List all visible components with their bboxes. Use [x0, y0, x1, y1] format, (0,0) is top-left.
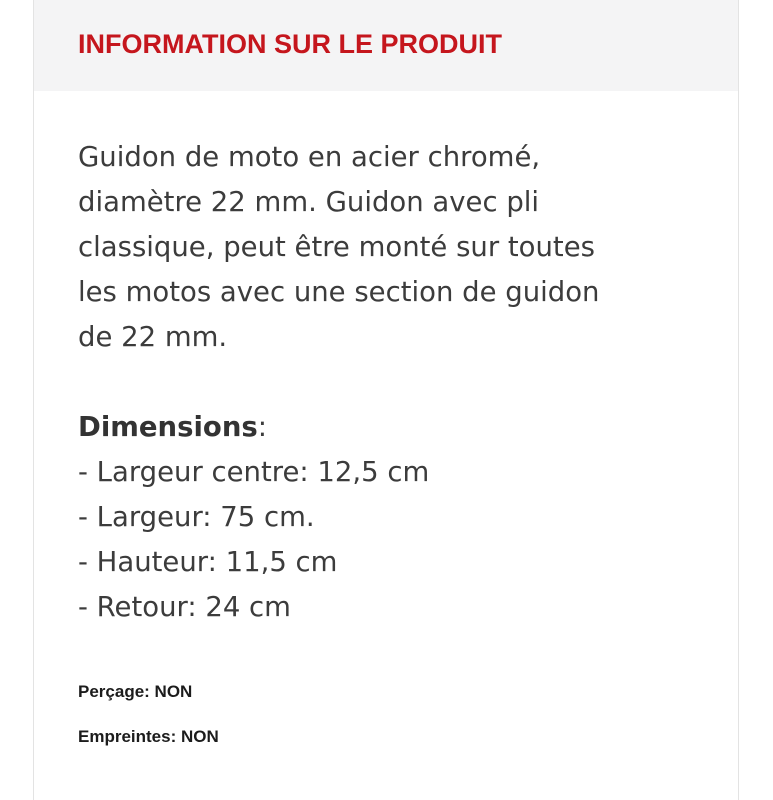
dimension-item: - Hauteur: 11,5 cm [78, 546, 338, 578]
panel-header [34, 0, 738, 91]
dimensions-title: Dimensions [78, 411, 258, 443]
description-line: les motos avec une section de guidon [78, 276, 600, 308]
dimension-item: - Largeur: 75 cm. [78, 501, 315, 533]
dimensions-list [78, 450, 698, 630]
description-line: classique, peut être monté sur toutes [78, 231, 595, 263]
panel-title: INFORMATION SUR LE PRODUIT [78, 29, 502, 59]
dimensions-colon: : [257, 411, 268, 443]
spacer [78, 360, 698, 405]
description-line: de 22 mm. [78, 321, 228, 353]
percage-info: Perçage: NON [78, 682, 193, 701]
dimension-item: - Retour: 24 cm [78, 591, 291, 623]
description-line: Guidon de moto en acier chromé, [78, 141, 541, 173]
panel-body [34, 91, 738, 747]
product-description [78, 135, 698, 360]
description-line: diamètre 22 mm. Guidon avec pli [78, 186, 540, 218]
product-info-panel [33, 0, 739, 800]
empreintes-info: Empreintes: NON [78, 727, 219, 746]
dimensions-heading [78, 405, 698, 450]
dimension-item: - Largeur centre: 12,5 cm [78, 456, 430, 488]
